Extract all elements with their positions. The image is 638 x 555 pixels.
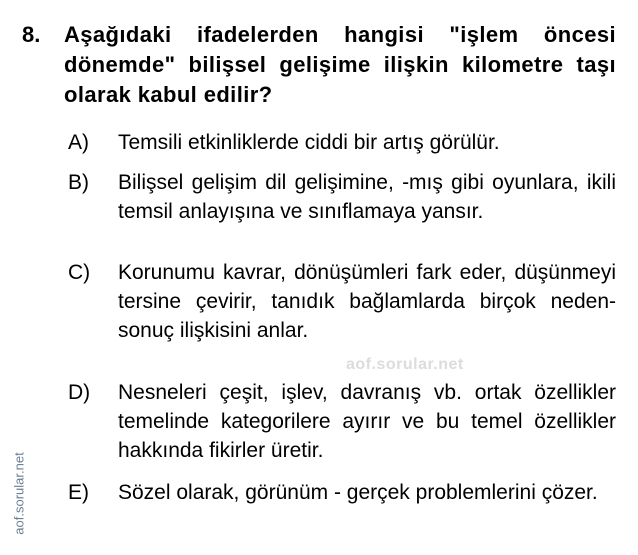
option-letter: B) <box>68 171 89 194</box>
option-letter: E) <box>68 481 89 504</box>
option-text: Korunumu kavrar, dönüşümleri fark eder, düşünmeyi tersine çevirir, tanıdık bağlamlarda birçok neden-sonuç ilişkisini anlar. <box>118 261 616 342</box>
option-letter: A) <box>68 131 89 154</box>
option-text: Nesneleri çeşit, işlev, davranış vb. ortak özellikler temelinde kategorilere ayırır ve bu temel özellikler hakkında fikirler üretir. <box>118 381 616 462</box>
option-letter: C) <box>68 261 91 284</box>
question-number: 8. <box>22 22 41 47</box>
option-text: Temsili etkinliklerde ciddi bir artış görülür. <box>118 131 500 154</box>
option-text: Sözel olarak, görünüm - gerçek problemlerini çözer. <box>118 481 598 504</box>
option-letter: D) <box>68 381 91 404</box>
option-text: Bilişsel gelişim dil gelişimine, -mış gibi oyunlara, ikili temsil anlayışına ve sınıflamaya yansır. <box>118 171 616 223</box>
watermark-side: aof.sorular.net <box>11 452 27 535</box>
watermark-center: aof.sorular.net <box>346 356 464 373</box>
question-text: Aşağıdaki ifadelerden hangisi "işlem öncesi dönemde" bilişsel gelişime ilişkin kilometre taşı olarak kabul edilir? <box>64 22 616 107</box>
